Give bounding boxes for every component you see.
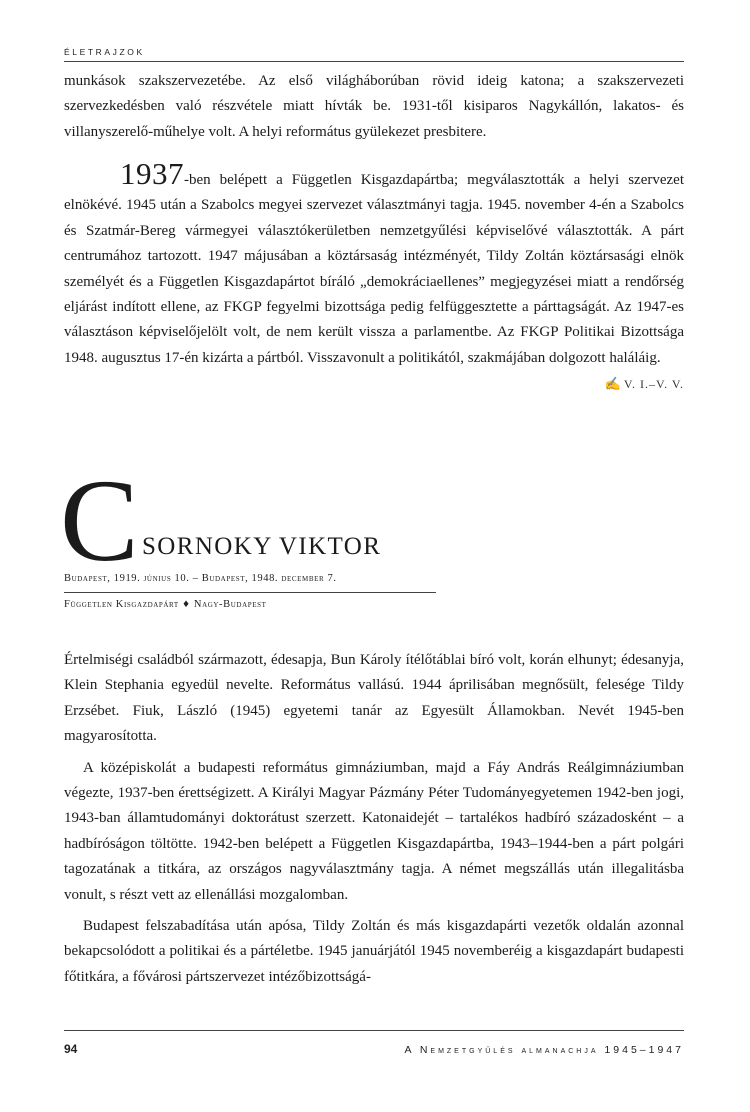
- dates-rule: [64, 592, 436, 593]
- page-number: 94: [64, 1042, 78, 1056]
- footer-rule: [64, 1030, 684, 1031]
- header-rule: [64, 61, 684, 62]
- person-name: SORNOKY VIKTOR: [142, 533, 382, 560]
- biography-body: [64, 648, 684, 996]
- prev-entry-paragraph-2: [64, 156, 684, 398]
- biography-heading: [60, 455, 684, 625]
- bio-paragraph-2: A középiskolát a budapesti református gimnáziumban, majd a Fáy András Reálgimnáziumban végezte, 1937-ben érettségizett. A Királyi Magyar Pázmány Péter Tudományegyetemen 1942-ben jogi, 1943-ban államtudományi doktorátust szerzett. Katonaidejét – tartalékos hadbíró századosként – a hadbíróságon töltötte. 1942-ben belépett a Független Kisgazdapártba, 1943–1944-ben a párt polgári tagozatának a titkára, az országos nagyválasztmány tagja. A német megszállás után illegalitásba vonult, s részt vett az ellenállási mozgalomban.: [64, 759, 684, 903]
- running-footer-title: A Nemzetgyűlés almanachja 1945–1947: [404, 1044, 684, 1056]
- party-line: [64, 599, 266, 610]
- prev-entry-paragraph-1: munkások szakszervezetébe. Az első világháborúban rövid ideig katona; a szakszervezeti szervezkedésben való részvétele miatt hívták be. 1931-től kisiparos Nagykállón, lakatos- és villanyszerelő-műhelye volt. A helyi református gyülekezet presbitere.: [64, 73, 684, 140]
- document-page: [60, 0, 684, 1112]
- diamond-icon: ♦: [182, 600, 191, 610]
- pen-icon: ✍: [604, 376, 621, 392]
- signature-block: [605, 371, 684, 397]
- birth-death-dates: Budapest, 1919. június 10. – Budapest, 1948. december 7.: [64, 573, 337, 584]
- year-lead: 1937: [120, 156, 184, 191]
- bio-paragraph-1: Értelmiségi családból származott, édesapja, Bun Károly ítélőtáblai bíró volt, korán elhunyt; édesanyja, Klein Stephania egyedül nevelte. Református vallású. 1944 áprilisában megnősült, felesége Tildy Erzsébet. Fiuk, László (1945) egyetemi tanár az Egyesült Államokban. Nevét 1945-ben magyarosította.: [64, 652, 684, 745]
- author-signature: V. I.–V. V.: [623, 377, 684, 392]
- name-drop-cap: C: [60, 455, 139, 586]
- constituency: Nagy-Budapest: [193, 599, 267, 610]
- bio-paragraph-3: Budapest felszabadítása után apósa, Tildy Zoltán és más kisgazdapárti vezetők oldalán azonnal bekapcsolódott a politikai és a pártéletbe. 1945 januárjától 1945 novemberéig a kisgazdapárt budapesti főtitkára, a fővárosi pártszervezet intézőbizottságá-: [64, 918, 684, 985]
- party-name: Független Kisgazdapárt: [64, 599, 179, 610]
- running-header: ÉLETRAJZOK: [64, 47, 145, 57]
- prev-entry-paragraph-2-text: -ben belépett a Független Kisgazdapártba; megválasztották a helyi szervezet elnökévé. 1945 után a Szabolcs megyei szervezet választmányi tagja. 1945. november 4-én a Szabolcs és Szatmár-Bereg vármegyei választókerületben nemzetgyűlési képviselővé választották. A párt centrumához tartozott. 1947 májusában a köztársaság intézményét, Tildy Zoltán köztársasági elnök személyét és a Független Kisgazdapártot bíráló „demokráciaellenes” megjegyzései miatt a rendőrség eljárást indított ellene, az FKGP fegyelmi bizottsága pedig felfüggesztette a párttagságát. Az 1947-es választáson képviselőjelölt volt, de nem került vissza a parlamentbe. Az FKGP Politikai Bizottsága 1948. augusztus 17-én kizárta a pártból. Visszavonult a politikától, szakmájában dolgozott haláláig.: [64, 172, 684, 366]
